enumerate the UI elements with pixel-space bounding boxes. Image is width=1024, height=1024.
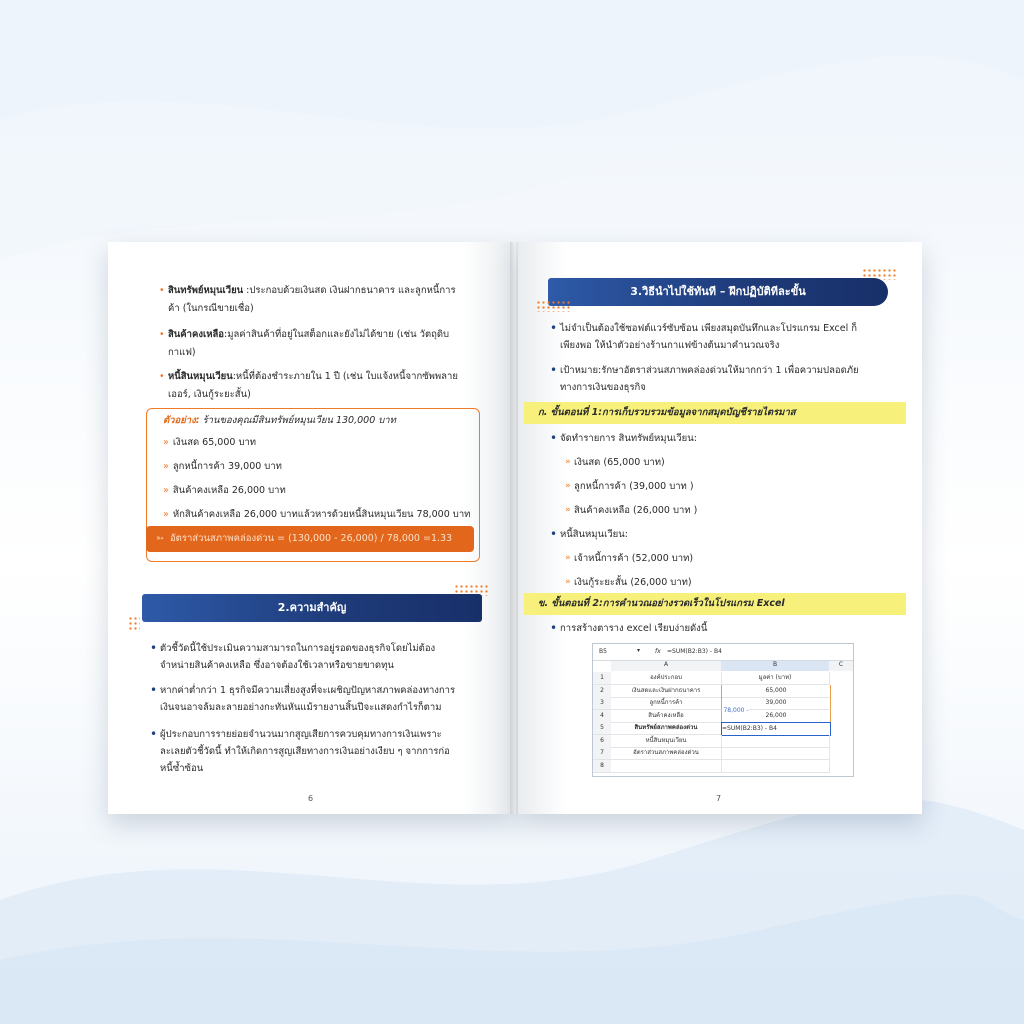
list-item-line: • ไม่จำเป็นต้องใช้ซอฟต์แวร์ซับซ้อน เพียงสมุดบันทึกและโปรแกรม Excel ก็ <box>560 323 858 334</box>
list-item-line: ละเลยตัวชี้วัดนี้ ทำให้เกิดการสูญเสียทางการเงินอย่างเงียบ ๆ จากการก่อ <box>160 746 450 757</box>
cell-b: =SUM(B2:B3) - B4 <box>721 722 831 736</box>
cell-b: 65,000 <box>721 685 831 698</box>
term: สินทรัพย์หมุนเวียน <box>168 285 244 296</box>
sub-item: » เจ้าหนี้การค้า (52,000 บาท) <box>574 550 693 567</box>
list-item <box>160 682 490 716</box>
cell-b <box>721 735 830 748</box>
list-item: • การสร้างตาราง excel เรียบง่ายดังนี้ <box>560 620 707 637</box>
example-item-text: เงินสด 65,000 บาท <box>172 437 257 448</box>
example-title-text: ร้านของคุณมีสินทรัพย์หมุนเวียน 130,000 บาท <box>199 415 396 426</box>
list-item <box>160 640 490 674</box>
column-header: C <box>829 661 853 671</box>
chevron-down-icon: ▾ <box>637 647 641 654</box>
column-header: A <box>611 661 721 671</box>
list-item-line: • เป้าหมาย:รักษาอัตราส่วนสภาพคล่องด่วนให้มากกว่า 1 เพื่อความปลอดภัย <box>560 365 859 376</box>
cell-a: อัตราส่วนสภาพคล่องด่วน <box>611 747 722 760</box>
cell-b: 39,000 <box>721 697 831 710</box>
row-number: 1 <box>593 672 611 685</box>
list-item-line: ทางการเงินของธุรกิจ <box>560 382 646 393</box>
cell-b: มูลค่า (บาท) <box>721 672 830 685</box>
fx-icon: fx <box>655 648 661 655</box>
list-item-line: หนี้ซ้ำซ้อน <box>160 763 204 774</box>
cell-a <box>611 760 722 773</box>
list-item <box>160 726 490 777</box>
open-booklet <box>108 242 922 814</box>
list-item <box>168 368 488 385</box>
sub-item: » ลูกหนี้การค้า (39,000 บาท ) <box>574 478 694 495</box>
cell-a: สินค้าคงเหลือ <box>611 710 722 723</box>
excel-screenshot <box>592 643 854 777</box>
term-desc: :ประกอบด้วยเงินสด เงินฝากธนาคาร และลูกหนี้การ <box>243 285 456 296</box>
term: สินค้าคงเหลือ <box>168 329 225 340</box>
sub-item: » สินค้าคงเหลือ (26,000 บาท ) <box>574 502 697 519</box>
step2-heading: ข. ขั้นตอนที่ 2:การคำนวณอย่างรวดเร็วในโปรแกรม Excel <box>524 593 906 615</box>
list-item-line: จำหน่ายสินค้าคงเหลือ ซึ่งอาจต้องใช้เวลาหรือขายขาดทุน <box>160 660 394 671</box>
row-number: 3 <box>593 697 611 710</box>
example-item-text: สินค้าคงเหลือ 26,000 บาท <box>172 485 286 496</box>
list-item-line: เงินจนอาจล้มละลายอย่างกะทันหันแม้รายงานสิ้นปีจะแสดงกำไรก็ตาม <box>160 702 442 713</box>
list-item-cont: กาแฟ) <box>168 347 196 358</box>
decor-dots <box>536 300 570 312</box>
example-item: » สินค้าคงเหลือ 26,000 บาท <box>163 485 286 496</box>
cell-b <box>721 760 830 773</box>
section-heading: 3.วิธีนำไปใช้ทันที – ฝึกปฏิบัติทีละขั้น <box>548 278 888 306</box>
formula-text: =SUM(B2:B3) - B4 <box>667 648 722 655</box>
list-item <box>168 282 488 299</box>
hover-tooltip: 78,000 - <box>723 707 749 714</box>
list-item-line: • หากค่าต่ำกว่า 1 ธุรกิจมีความเสี่ยงสูงที่จะเผชิญปัญหาสภาพคล่องทางการ <box>160 685 456 696</box>
row-number: 4 <box>593 710 611 723</box>
cell-a: ลูกหนี้การค้า <box>611 697 722 710</box>
cell-a: เงินสดและเงินฝากธนาคาร <box>611 685 722 698</box>
list-item-line: • ผู้ประกอบการรายย่อยจำนวนมากสูญเสียการควบคุมทางการเงินเพราะ <box>160 729 442 740</box>
row-number: 8 <box>593 760 611 773</box>
term: หนี้สินหมุนเวียน <box>168 371 233 382</box>
example-item: » ลูกหนี้การค้า 39,000 บาท <box>163 461 282 472</box>
list-item: • จัดทำรายการ สินทรัพย์หมุนเวียน: <box>560 430 697 447</box>
example-label: ตัวอย่าง: <box>163 415 200 426</box>
page-number: 6 <box>308 794 314 803</box>
ratio-result-bar <box>146 526 474 552</box>
cell-a: องค์ประกอบ <box>611 672 722 685</box>
formula-bar <box>593 644 853 661</box>
row-number: 2 <box>593 685 611 698</box>
list-item-cont: เออร์, เงินกู้ระยะสั้น) <box>168 389 251 400</box>
section-heading: 2.ความสำคัญ <box>142 594 482 622</box>
sub-item: » เงินสด (65,000 บาท) <box>574 454 665 471</box>
ratio-text: อัตราส่วนสภาพคล่องด่วน = (130,000 - 26,000) / 78,000 =1.33 <box>169 533 453 544</box>
row-number: 6 <box>593 735 611 748</box>
list-item-cont: ค้า (ในกรณีขายเชื่อ) <box>168 303 254 314</box>
name-box: B5 <box>599 648 607 655</box>
step1-heading: ก. ขั้นตอนที่ 1:การเก็บรวบรวมข้อมูลจากสมุดบัญชีรายไตรมาส <box>524 402 906 424</box>
list-item-line: • ตัวชี้วัดนี้ใช้ประเมินความสามารถในการอยู่รอดของธุรกิจโดยไม่ต้อง <box>160 643 436 654</box>
cell-a: หนี้สินหมุนเวียน <box>611 735 722 748</box>
example-title <box>163 413 396 428</box>
column-header: B <box>721 661 829 671</box>
list-item <box>560 320 900 354</box>
example-item: » เงินสด 65,000 บาท <box>163 437 257 448</box>
term-desc: :หนี้ที่ต้องชำระภายใน 1 ปี (เช่น ใบแจ้งหนี้จากซัพพลาย <box>232 371 458 382</box>
list-item-line: เพียงพอ ให้นำตัวอย่างร้านกาแฟข้างต้นมาคำนวณจริง <box>560 340 780 351</box>
row-number: 5 <box>593 722 611 735</box>
left-page <box>108 242 512 814</box>
example-item: » หักสินค้าคงเหลือ 26,000 บาทแล้วหารด้วยหนี้สินหมุนเวียน 78,000 บาท <box>163 509 471 520</box>
decor-dots <box>128 616 140 632</box>
page-number: 7 <box>716 794 722 803</box>
row-number: 7 <box>593 747 611 760</box>
cell-a: สินทรัพย์สภาพคล่องด่วน <box>611 722 722 735</box>
right-page <box>518 242 922 814</box>
example-item-text: หักสินค้าคงเหลือ 26,000 บาทแล้วหารด้วยหนี้สินหมุนเวียน 78,000 บาท <box>172 509 471 520</box>
list-item <box>168 326 488 343</box>
sub-item: » เงินกู้ระยะสั้น (26,000 บาท) <box>574 574 692 591</box>
example-item-text: ลูกหนี้การค้า 39,000 บาท <box>172 461 282 472</box>
arrow-icon: ➳ <box>156 533 164 544</box>
term-desc: :มูลค่าสินค้าที่อยู่ในสต็อกและยังไม่ได้ขาย (เช่น วัตถุดิบ <box>224 329 450 340</box>
cell-b: 26,000 <box>721 710 831 723</box>
list-item <box>560 362 900 396</box>
list-item: • หนี้สินหมุนเวียน: <box>560 526 628 543</box>
cell-b <box>721 747 830 760</box>
